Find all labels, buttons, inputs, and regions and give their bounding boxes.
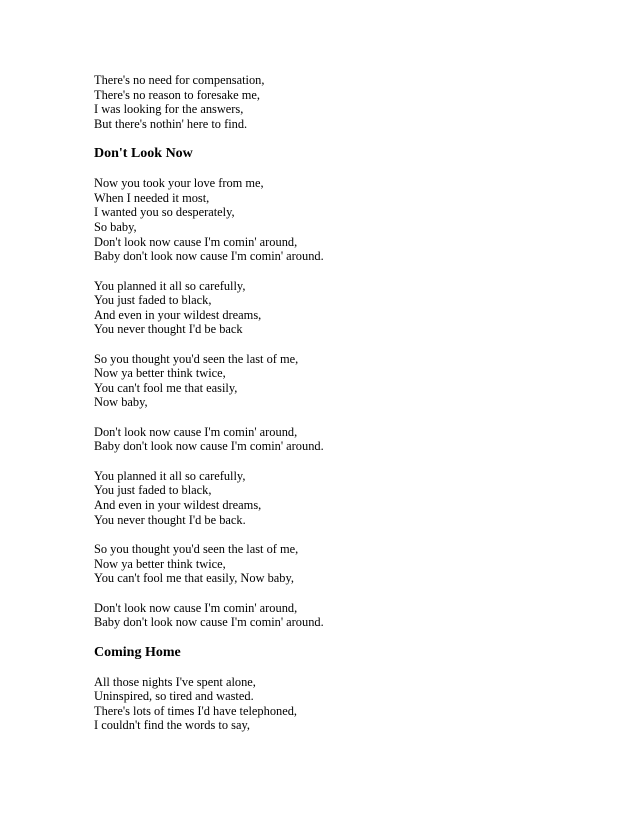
lyric-line: Baby don't look now cause I'm comin' around. [94, 249, 324, 264]
lyrics-stanza [94, 601, 614, 630]
lyric-line: So you thought you'd seen the last of me, [94, 351, 299, 366]
lyrics-stanza [94, 542, 614, 586]
lyric-line: All those nights I've spent alone, [94, 674, 256, 689]
lyrics-stanza [94, 352, 614, 410]
song-title: Don't Look Now [94, 146, 193, 162]
lyric-line: Now ya better think twice, [94, 366, 226, 381]
lyrics-page [94, 73, 614, 748]
lyric-line: You just faded to black, [94, 483, 212, 498]
lyric-line: Now baby, [94, 395, 148, 410]
lyrics-stanza [94, 176, 614, 264]
lyric-line: Don't look now cause I'm comin' around, [94, 424, 298, 439]
lyric-line: There's no need for compensation, [94, 73, 265, 87]
lyric-line: Don't look now cause I'm comin' around, [94, 234, 298, 249]
lyric-line: And even in your wildest dreams, [94, 498, 262, 513]
lyric-line: When I needed it most, [94, 190, 210, 205]
lyric-line: You never thought I'd be back [94, 322, 243, 337]
lyric-line: Don't look now cause I'm comin' around, [94, 600, 298, 615]
lyric-line: I couldn't find the words to say, [94, 718, 250, 733]
lyric-line: You never thought I'd be back. [94, 512, 246, 527]
lyrics-stanza [94, 73, 614, 131]
lyrics-stanza [94, 469, 614, 527]
lyrics-stanza [94, 279, 614, 337]
lyrics-stanza [94, 675, 614, 733]
lyrics-stanza [94, 425, 614, 454]
lyric-line: Now you took your love from me, [94, 176, 264, 191]
lyric-line: There's no reason to foresake me, [94, 87, 260, 102]
lyric-line: You can't fool me that easily, Now baby, [94, 571, 294, 586]
lyric-line: So you thought you'd seen the last of me, [94, 542, 299, 557]
lyric-line: Uninspired, so tired and wasted. [94, 689, 254, 704]
song-title: Coming Home [94, 644, 181, 660]
lyric-line: Now ya better think twice, [94, 556, 226, 571]
lyric-line: You planned it all so carefully, [94, 468, 246, 483]
lyric-line: So baby, [94, 219, 137, 234]
lyric-line: But there's nothin' here to find. [94, 116, 248, 131]
lyric-line: I was looking for the answers, [94, 102, 244, 117]
lyric-line: And even in your wildest dreams, [94, 307, 262, 322]
lyric-line: Baby don't look now cause I'm comin' around. [94, 615, 324, 630]
lyric-line: Baby don't look now cause I'm comin' around. [94, 439, 324, 454]
lyric-line: You planned it all so carefully, [94, 278, 246, 293]
lyric-line: You just faded to black, [94, 293, 212, 308]
lyric-line: There's lots of times I'd have telephoned, [94, 703, 297, 718]
lyric-line: You can't fool me that easily, [94, 380, 238, 395]
lyric-line: I wanted you so desperately, [94, 205, 235, 220]
